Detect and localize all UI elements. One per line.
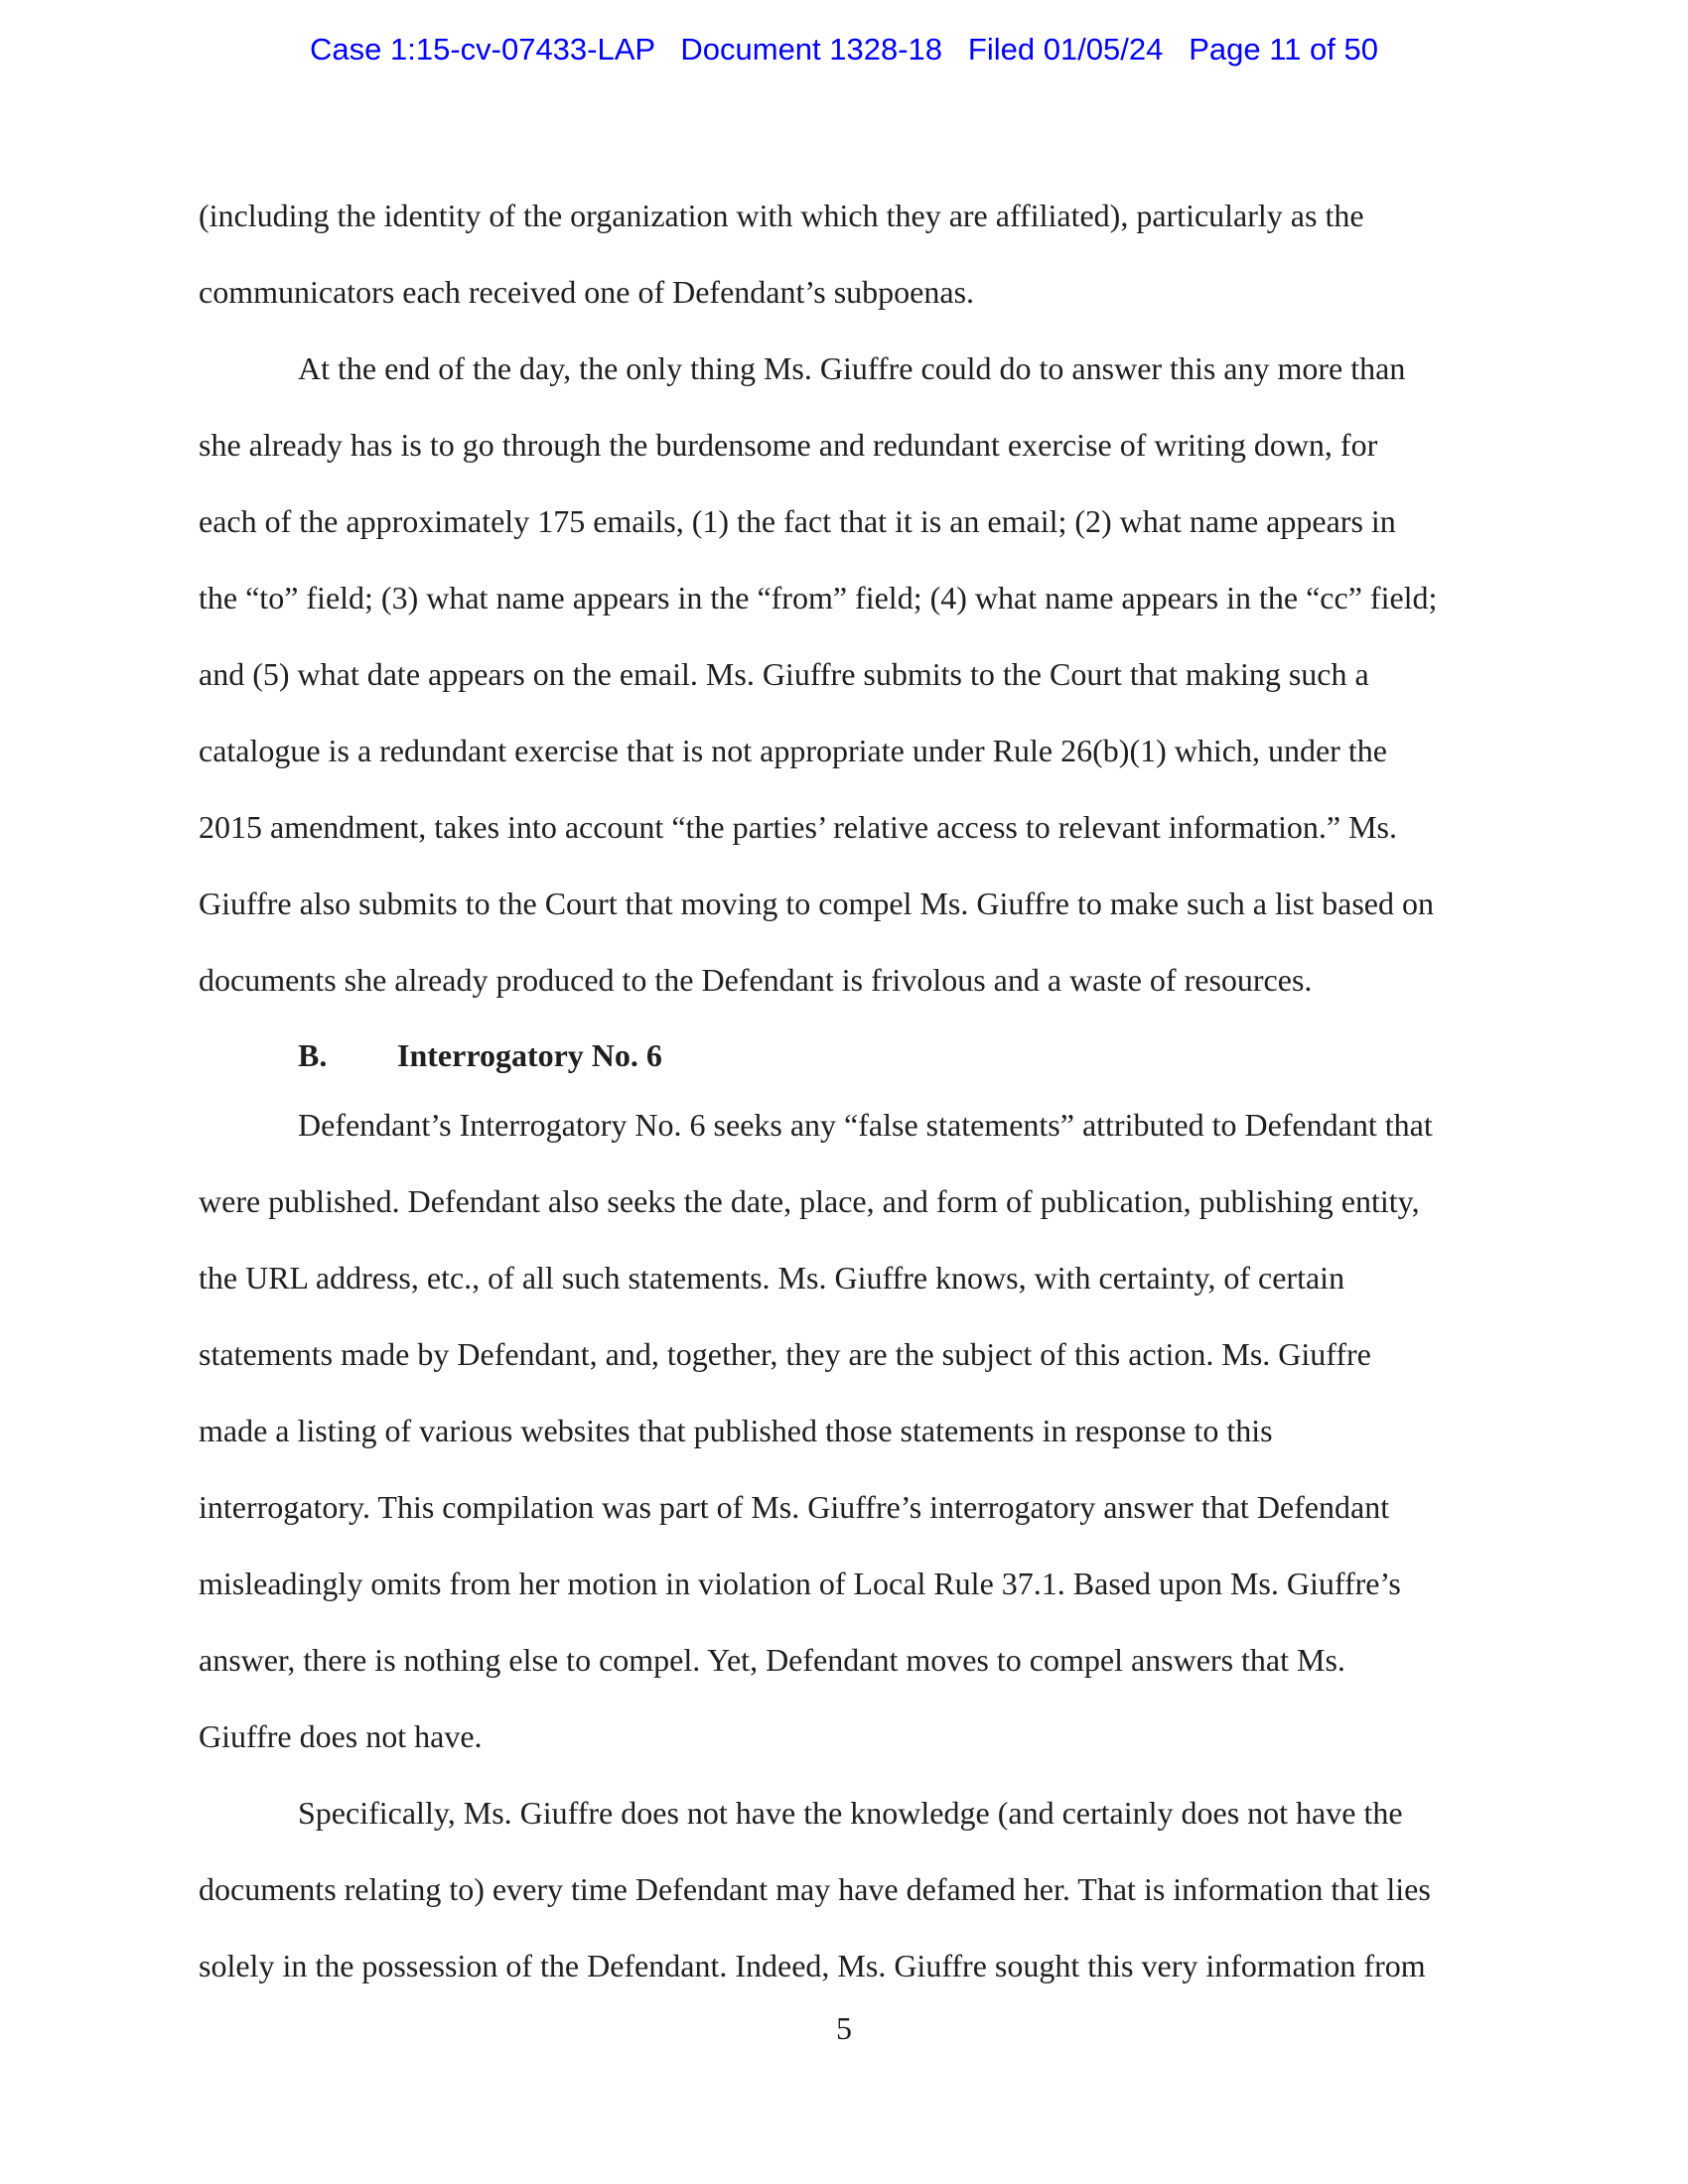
case-number: Case 1:15-cv-07433-LAP: [310, 32, 655, 67]
body-line: answer, there is nothing else to compel. Yet, Defendant moves to compel answers that Ms.: [199, 1642, 1345, 1678]
body-line: Giuffre does not have.: [199, 1718, 483, 1754]
body-line: the “to” field; (3) what name appears in the “from” field; (4) what name appears in the “cc” field;: [199, 580, 1438, 615]
body-line: documents she already produced to the Defendant is frivolous and a waste of resources.: [199, 962, 1313, 998]
body-line: documents relating to) every time Defendant may have defamed her. That is information that lies: [199, 1871, 1431, 1907]
body-line: the URL address, etc., of all such statements. Ms. Giuffre knows, with certainty, of certain: [199, 1260, 1345, 1296]
body-line: Specifically, Ms. Giuffre does not have the knowledge (and certainly does not have the: [298, 1795, 1403, 1831]
body-line: were published. Defendant also seeks the date, place, and form of publication, publishing entity,: [199, 1183, 1420, 1219]
body-line: each of the approximately 175 emails, (1) the fact that it is an email; (2) what name appears in: [199, 503, 1396, 539]
page-count: Page 11 of 50: [1189, 32, 1378, 67]
ecf-header-stamp: [0, 30, 1688, 69]
body-line: Giuffre also submits to the Court that moving to compel Ms. Giuffre to make such a list based on: [199, 886, 1434, 921]
body-line: and (5) what date appears on the email. Ms. Giuffre submits to the Court that making such a: [199, 656, 1369, 692]
body-line: At the end of the day, the only thing Ms. Giuffre could do to answer this any more than: [298, 350, 1406, 386]
body-line: Defendant’s Interrogatory No. 6 seeks any “false statements” attributed to Defendant that: [298, 1107, 1433, 1143]
body-line: solely in the possession of the Defendant. Indeed, Ms. Giuffre sought this very information from: [199, 1948, 1426, 1983]
body-line: (including the identity of the organization with which they are affiliated), particularly as the: [199, 198, 1364, 233]
page-number: 5: [836, 2010, 852, 2046]
body-line: interrogatory. This compilation was part of Ms. Giuffre’s interrogatory answer that Defendant: [199, 1489, 1390, 1525]
body-line: she already has is to go through the burdensome and redundant exercise of writing down, for: [199, 427, 1378, 463]
body-line: misleadingly omits from her motion in violation of Local Rule 37.1. Based upon Ms. Giuffre’s: [199, 1566, 1401, 1601]
section-letter: B.: [298, 1037, 328, 1073]
body-line: communicators each received one of Defendant’s subpoenas.: [199, 274, 975, 310]
body-line: statements made by Defendant, and, together, they are the subject of this action. Ms. Giuffre: [199, 1336, 1371, 1372]
body-line: 2015 amendment, takes into account “the parties’ relative access to relevant information.” Ms.: [199, 809, 1397, 845]
body-line: catalogue is a redundant exercise that is not appropriate under Rule 26(b)(1) which, under the: [199, 733, 1387, 768]
section-title: Interrogatory No. 6: [397, 1037, 662, 1073]
document-number: Document 1328-18: [680, 32, 943, 67]
body-line: made a listing of various websites that published those statements in response to this: [199, 1413, 1273, 1448]
filed-date: Filed 01/05/24: [967, 32, 1164, 67]
